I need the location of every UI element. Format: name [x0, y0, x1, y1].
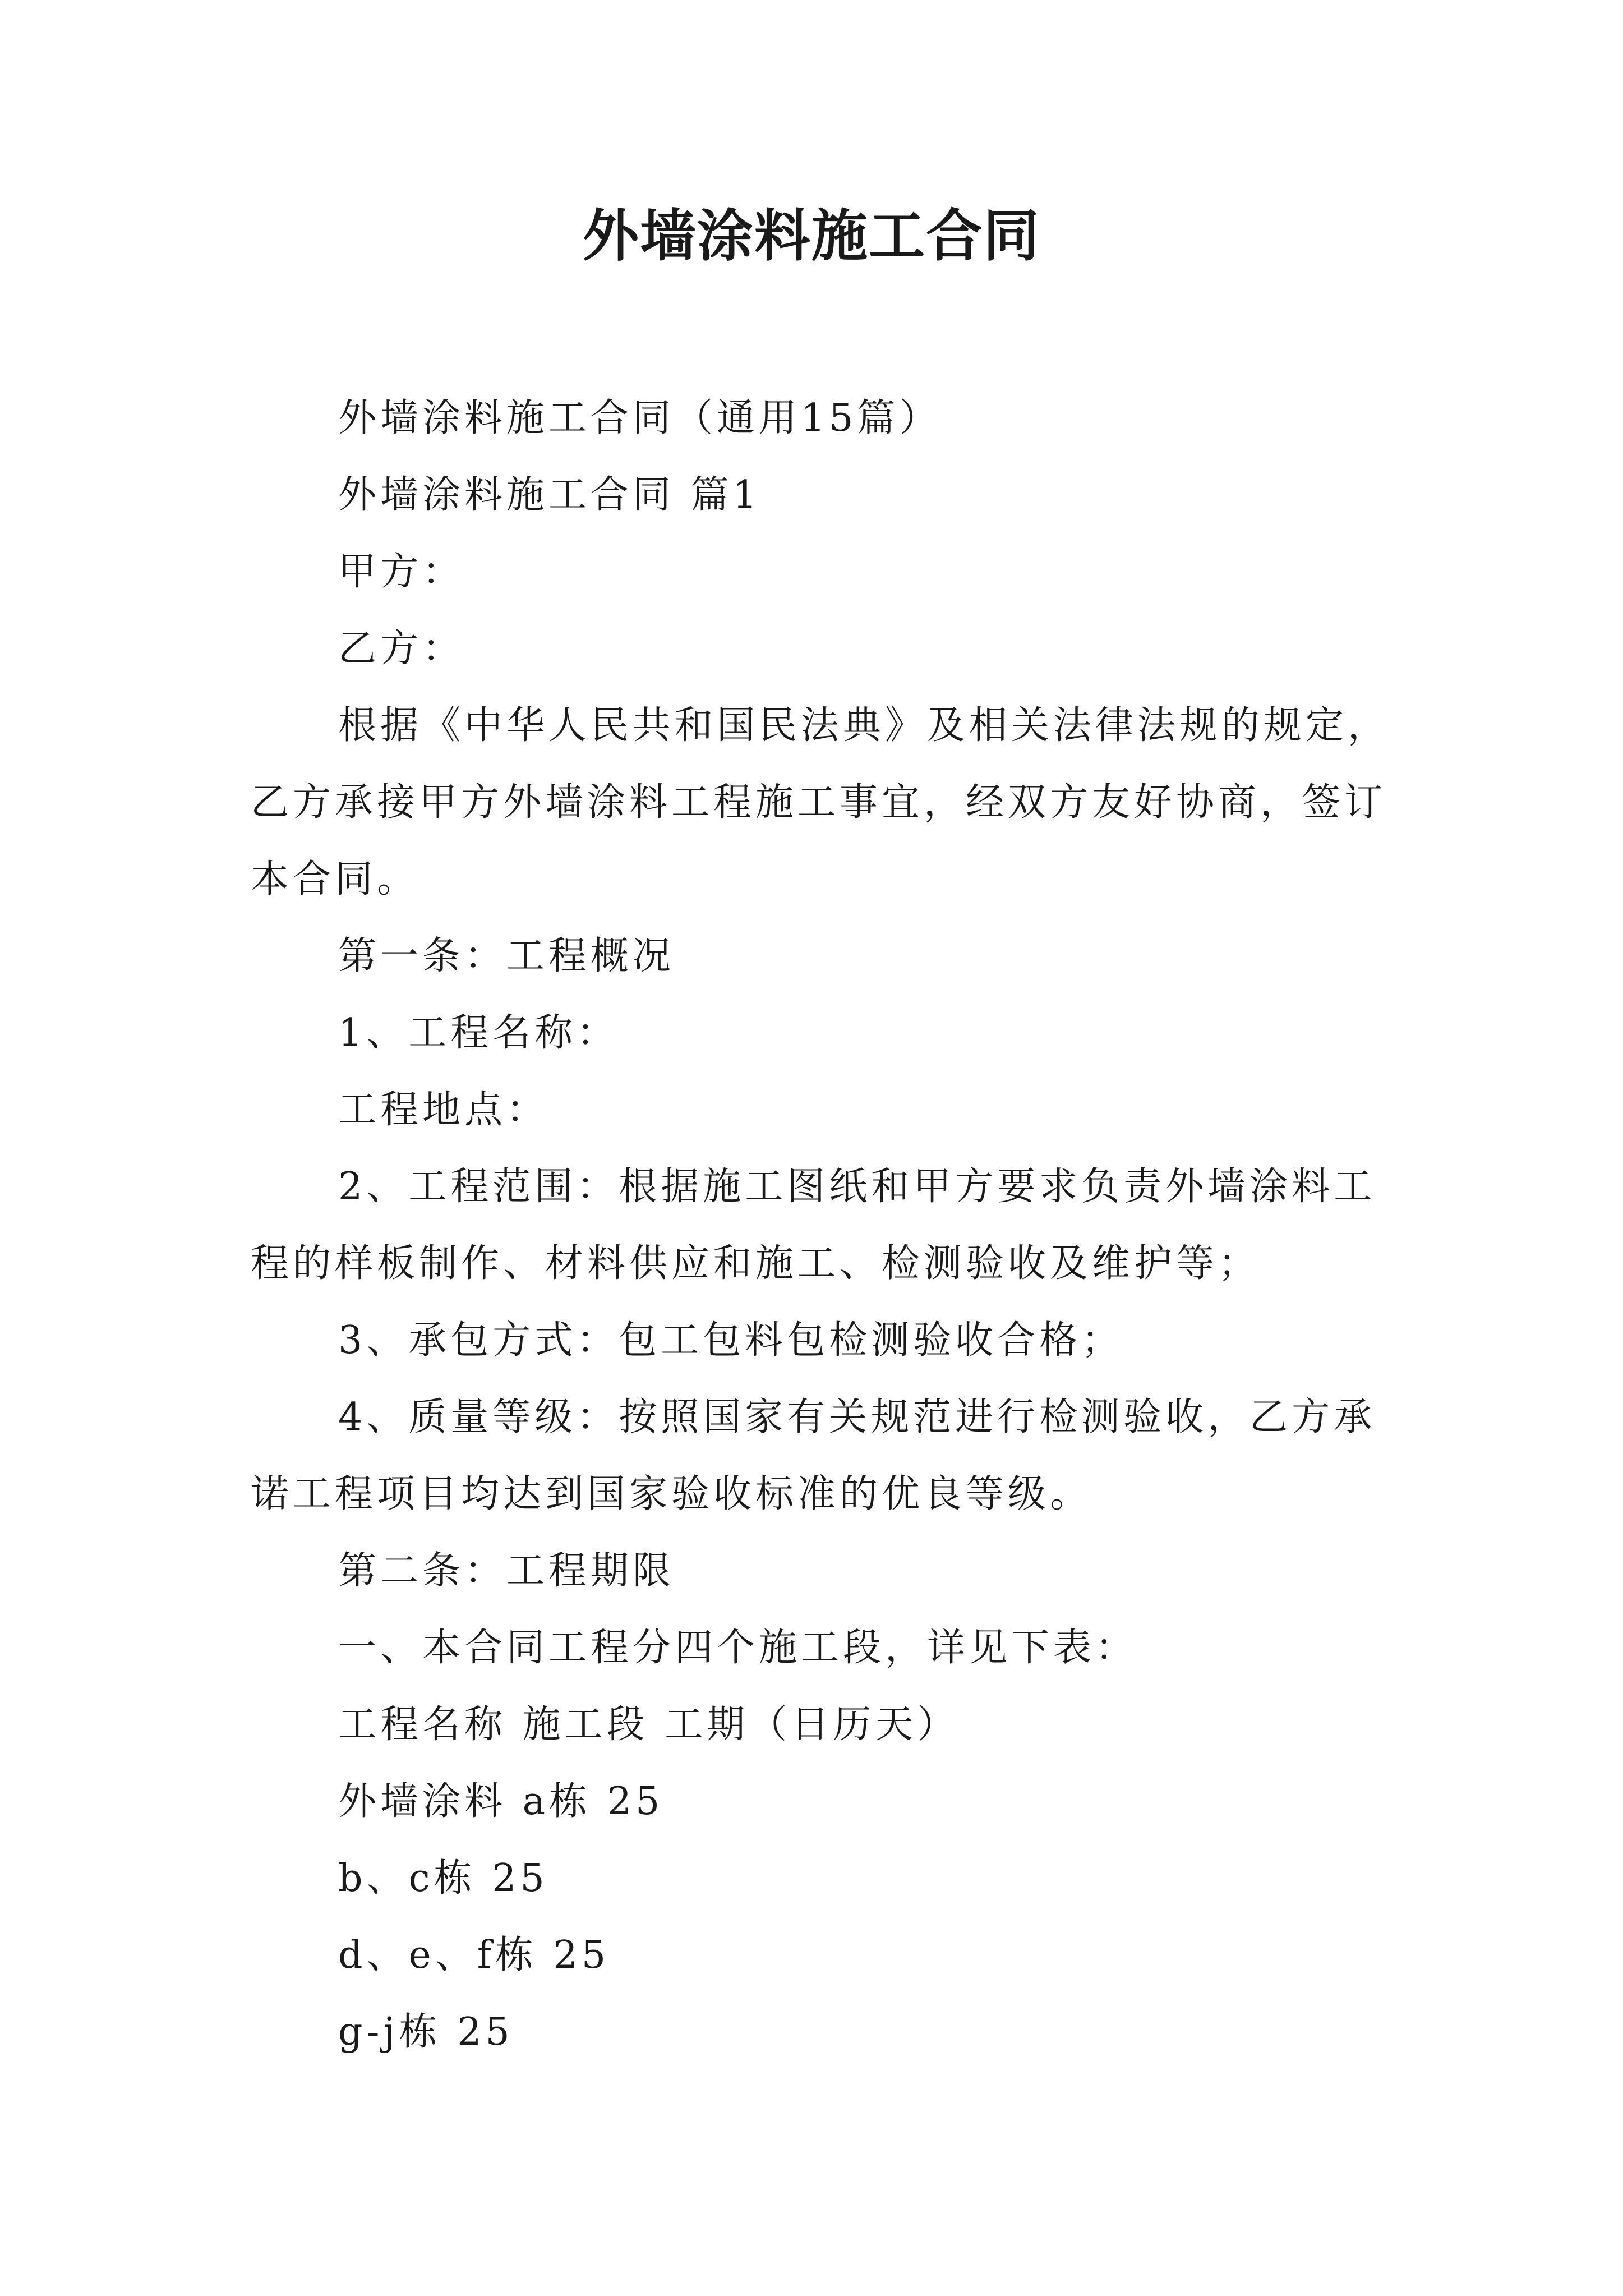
paragraph-article-1-heading: 第一条：工程概况	[338, 934, 675, 978]
paragraph-project-scope: 2、工程范围：根据施工图纸和甲方要求负责外墙涂料工程的样板制作、材料供应和施工、检测验收及维护等；	[251, 1165, 1376, 1286]
paragraph-party-b: 乙方：	[338, 627, 465, 671]
document-title: 外墙涂料施工合同	[583, 203, 1040, 269]
paragraph-project-name: 1、工程名称：	[338, 1011, 619, 1055]
paragraph-project-location: 工程地点：	[338, 1088, 549, 1132]
paragraph-preamble: 根据《中华人民共和国民法典》及相关法律法规的规定，乙方承接甲方外墙涂料工程施工事宜，经双方友好协商，签订本合同。	[251, 703, 1390, 901]
paragraph-article-2-heading: 第二条：工程期限	[338, 1549, 675, 1593]
paragraph-contract-method: 3、承包方式：包工包料包检测验收合格；	[338, 1318, 1124, 1363]
paragraph-schedule-intro: 一、本合同工程分四个施工段，详见下表：	[338, 1626, 1138, 1670]
paragraph-section-heading: 外墙涂料施工合同 篇1	[338, 473, 761, 517]
paragraph-quality-grade: 4、质量等级：按照国家有关规范进行检测验收，乙方承诺工程项目均达到国家验收标准的优良等级。	[251, 1395, 1376, 1516]
paragraph-schedule-header: 工程名称 施工段 工期（日历天）	[338, 1703, 960, 1747]
paragraph-schedule-row: g-j栋 25	[338, 2010, 514, 2054]
paragraph-subtitle: 外墙涂料施工合同（通用15篇）	[338, 396, 942, 440]
paragraph-schedule-row: 外墙涂料 a栋 25	[338, 1779, 664, 1824]
paragraph-party-a: 甲方：	[338, 550, 465, 594]
paragraph-schedule-row: d、e、f栋 25	[338, 1933, 610, 1977]
document-body	[251, 380, 1395, 2070]
paragraph-schedule-row: b、c栋 25	[338, 1856, 548, 1901]
